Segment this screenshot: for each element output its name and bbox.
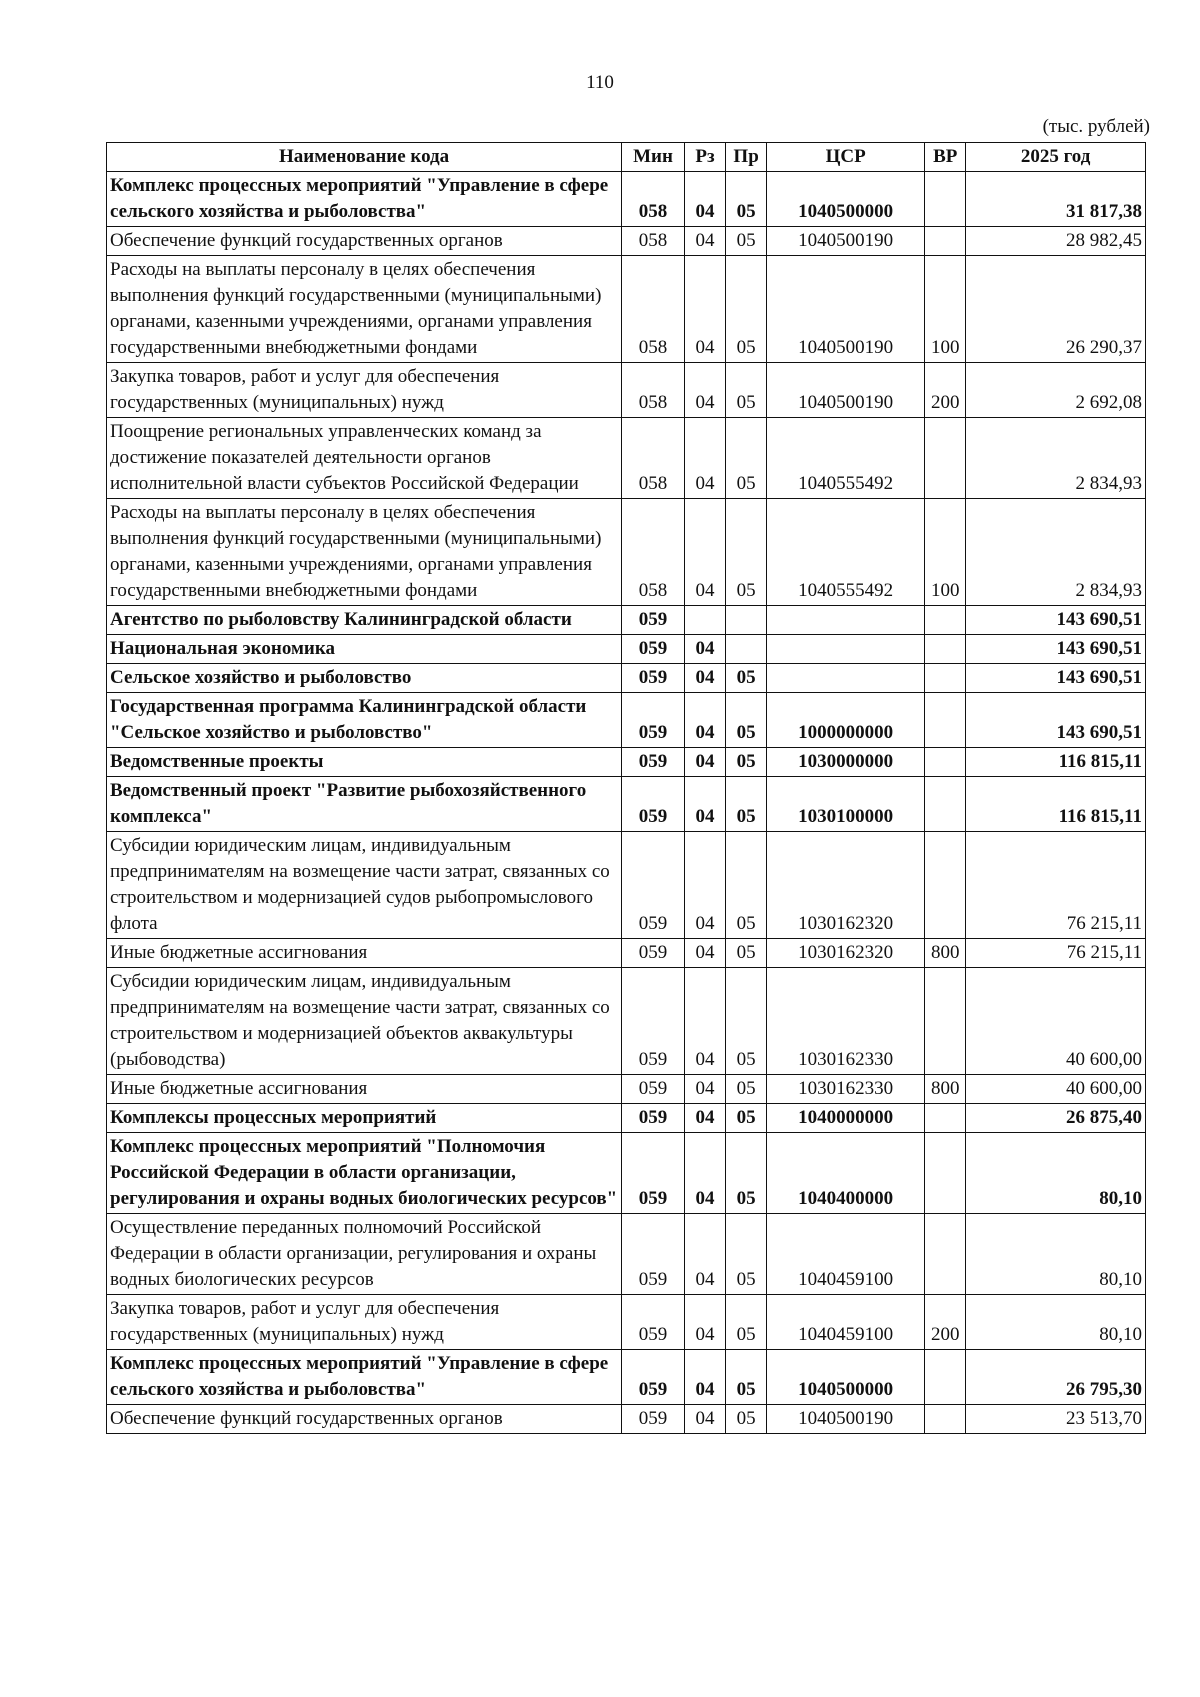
cell-rz: 04: [684, 1295, 725, 1350]
cell-csr: [767, 606, 925, 635]
cell-pr: 05: [726, 1075, 767, 1104]
cell-pr: 05: [726, 256, 767, 363]
cell-amount: 31 817,38: [966, 172, 1146, 227]
page-number: 110: [586, 72, 614, 93]
cell-amount: 23 513,70: [966, 1405, 1146, 1434]
cell-amount: 26 875,40: [966, 1104, 1146, 1133]
cell-amount: 80,10: [966, 1133, 1146, 1214]
cell-pr: 05: [726, 172, 767, 227]
cell-name: Национальная экономика: [107, 635, 622, 664]
table-row: [107, 1405, 1146, 1434]
cell-name: Комплекс процессных мероприятий "Управление в сфере сельского хозяйства и рыболовства": [107, 172, 622, 227]
cell-vr: 100: [925, 256, 966, 363]
cell-name: Комплекс процессных мероприятий "Полномочия Российской Федерации в области организации, регулирования и охраны водных биологических ресурсов": [107, 1133, 622, 1214]
cell-vr: [925, 1133, 966, 1214]
cell-min: 059: [622, 693, 685, 748]
cell-vr: [925, 635, 966, 664]
cell-pr: 05: [726, 1214, 767, 1295]
cell-csr: 1040459100: [767, 1214, 925, 1295]
cell-amount: 26 290,37: [966, 256, 1146, 363]
cell-amount: 143 690,51: [966, 693, 1146, 748]
cell-name: Ведомственный проект "Развитие рыбохозяйственного комплекса": [107, 777, 622, 832]
cell-rz: 04: [684, 1214, 725, 1295]
cell-amount: 28 982,45: [966, 227, 1146, 256]
cell-pr: 05: [726, 1104, 767, 1133]
cell-csr: 1030100000: [767, 777, 925, 832]
cell-csr: 1040000000: [767, 1104, 925, 1133]
cell-vr: [925, 172, 966, 227]
cell-pr: [726, 635, 767, 664]
cell-amount: 26 795,30: [966, 1350, 1146, 1405]
cell-min: 059: [622, 1214, 685, 1295]
cell-vr: 100: [925, 499, 966, 606]
cell-name: Осуществление переданных полномочий Российской Федерации в области организации, регулирования и охраны водных биологических ресурсов: [107, 1214, 622, 1295]
table-row: [107, 363, 1146, 418]
cell-amount: 76 215,11: [966, 832, 1146, 939]
cell-csr: [767, 664, 925, 693]
cell-min: 059: [622, 939, 685, 968]
cell-csr: 1030162330: [767, 968, 925, 1075]
table-row: [107, 1214, 1146, 1295]
cell-vr: [925, 1104, 966, 1133]
cell-pr: 05: [726, 1405, 767, 1434]
cell-vr: 800: [925, 1075, 966, 1104]
cell-rz: 04: [684, 363, 725, 418]
cell-rz: 04: [684, 664, 725, 693]
table-row: [107, 748, 1146, 777]
cell-rz: 04: [684, 1350, 725, 1405]
cell-min: 059: [622, 1075, 685, 1104]
cell-amount: 116 815,11: [966, 777, 1146, 832]
cell-vr: [925, 777, 966, 832]
cell-min: 058: [622, 363, 685, 418]
cell-csr: 1040459100: [767, 1295, 925, 1350]
cell-csr: 1040400000: [767, 1133, 925, 1214]
table-body: [107, 172, 1146, 1434]
header-csr: ЦСР: [767, 143, 925, 172]
cell-csr: 1040500000: [767, 172, 925, 227]
header-rz: Рз: [684, 143, 725, 172]
cell-vr: [925, 1214, 966, 1295]
cell-vr: 800: [925, 939, 966, 968]
cell-rz: 04: [684, 693, 725, 748]
cell-amount: 40 600,00: [966, 968, 1146, 1075]
cell-name: Агентство по рыболовству Калининградской области: [107, 606, 622, 635]
cell-vr: [925, 418, 966, 499]
cell-name: Иные бюджетные ассигнования: [107, 939, 622, 968]
cell-min: 059: [622, 606, 685, 635]
cell-min: 058: [622, 256, 685, 363]
cell-csr: [767, 635, 925, 664]
cell-pr: 05: [726, 1350, 767, 1405]
cell-name: Закупка товаров, работ и услуг для обеспечения государственных (муниципальных) нужд: [107, 363, 622, 418]
cell-pr: 05: [726, 227, 767, 256]
cell-vr: [925, 664, 966, 693]
cell-pr: 05: [726, 418, 767, 499]
table-row: [107, 1350, 1146, 1405]
table-row: [107, 693, 1146, 748]
cell-min: 059: [622, 1405, 685, 1434]
cell-name: Закупка товаров, работ и услуг для обеспечения государственных (муниципальных) нужд: [107, 1295, 622, 1350]
table-row: [107, 939, 1146, 968]
cell-min: 059: [622, 777, 685, 832]
cell-vr: [925, 1350, 966, 1405]
cell-pr: 05: [726, 363, 767, 418]
table-row: [107, 499, 1146, 606]
cell-vr: [925, 227, 966, 256]
cell-amount: 76 215,11: [966, 939, 1146, 968]
cell-amount: 80,10: [966, 1214, 1146, 1295]
cell-min: 059: [622, 1350, 685, 1405]
cell-pr: 05: [726, 1295, 767, 1350]
table-row: [107, 1104, 1146, 1133]
table-row: [107, 1295, 1146, 1350]
cell-name: Обеспечение функций государственных органов: [107, 1405, 622, 1434]
cell-amount: 143 690,51: [966, 664, 1146, 693]
cell-csr: 1040500190: [767, 1405, 925, 1434]
cell-min: 058: [622, 499, 685, 606]
cell-amount: 2 834,93: [966, 499, 1146, 606]
cell-name: Субсидии юридическим лицам, индивидуальным предпринимателям на возмещение части затрат, связанных со строительством и модернизацией объектов аквакультуры (рыбоводства): [107, 968, 622, 1075]
cell-csr: 1040555492: [767, 499, 925, 606]
header-amount: 2025 год: [966, 143, 1146, 172]
cell-rz: 04: [684, 748, 725, 777]
table-row: [107, 1133, 1146, 1214]
cell-vr: [925, 832, 966, 939]
cell-min: 058: [622, 227, 685, 256]
cell-pr: 05: [726, 748, 767, 777]
cell-csr: 1030162320: [767, 832, 925, 939]
cell-rz: [684, 606, 725, 635]
cell-amount: 116 815,11: [966, 748, 1146, 777]
cell-vr: 200: [925, 363, 966, 418]
cell-rz: 04: [684, 1075, 725, 1104]
cell-pr: 05: [726, 777, 767, 832]
cell-name: Иные бюджетные ассигнования: [107, 1075, 622, 1104]
cell-amount: 40 600,00: [966, 1075, 1146, 1104]
cell-amount: 2 834,93: [966, 418, 1146, 499]
cell-name: Расходы на выплаты персоналу в целях обеспечения выполнения функций государственными (муниципальными) органами, казенными учреждениями, органами управления государственными внебюджетными фондами: [107, 499, 622, 606]
cell-rz: 04: [684, 1405, 725, 1434]
table-row: [107, 777, 1146, 832]
cell-rz: 04: [684, 939, 725, 968]
budget-table: [106, 142, 1146, 1434]
cell-name: Расходы на выплаты персоналу в целях обеспечения выполнения функций государственными (муниципальными) органами, казенными учреждениями, органами управления государственными внебюджетными фондами: [107, 256, 622, 363]
cell-rz: 04: [684, 499, 725, 606]
cell-pr: 05: [726, 1133, 767, 1214]
cell-vr: 200: [925, 1295, 966, 1350]
cell-csr: 1030000000: [767, 748, 925, 777]
cell-rz: 04: [684, 172, 725, 227]
cell-pr: 05: [726, 499, 767, 606]
cell-rz: 04: [684, 1104, 725, 1133]
cell-rz: 04: [684, 968, 725, 1075]
cell-csr: 1040500190: [767, 363, 925, 418]
table-row: [107, 832, 1146, 939]
cell-vr: [925, 693, 966, 748]
cell-name: Субсидии юридическим лицам, индивидуальным предпринимателям на возмещение части затрат, связанных со строительством и модернизацией судов рыбопромыслового флота: [107, 832, 622, 939]
table-header-row: [107, 143, 1146, 172]
cell-rz: 04: [684, 832, 725, 939]
cell-pr: 05: [726, 664, 767, 693]
cell-csr: 1000000000: [767, 693, 925, 748]
cell-rz: 04: [684, 777, 725, 832]
table-row: [107, 635, 1146, 664]
table-row: [107, 606, 1146, 635]
cell-rz: 04: [684, 635, 725, 664]
header-name: Наименование кода: [107, 143, 622, 172]
cell-csr: 1040500000: [767, 1350, 925, 1405]
cell-rz: 04: [684, 256, 725, 363]
units-label: (тыс. рублей): [1042, 116, 1150, 137]
header-min: Мин: [622, 143, 685, 172]
header-pr: Пр: [726, 143, 767, 172]
cell-min: 058: [622, 418, 685, 499]
table-row: [107, 256, 1146, 363]
cell-amount: 80,10: [966, 1295, 1146, 1350]
cell-csr: 1040500190: [767, 256, 925, 363]
cell-min: 058: [622, 172, 685, 227]
cell-csr: 1040555492: [767, 418, 925, 499]
cell-vr: [925, 748, 966, 777]
cell-csr: 1030162320: [767, 939, 925, 968]
cell-csr: 1030162330: [767, 1075, 925, 1104]
cell-name: Обеспечение функций государственных органов: [107, 227, 622, 256]
cell-vr: [925, 1405, 966, 1434]
cell-csr: 1040500190: [767, 227, 925, 256]
cell-min: 059: [622, 748, 685, 777]
cell-pr: 05: [726, 939, 767, 968]
header-vr: ВР: [925, 143, 966, 172]
cell-rz: 04: [684, 1133, 725, 1214]
cell-name: Комплекс процессных мероприятий "Управление в сфере сельского хозяйства и рыболовства": [107, 1350, 622, 1405]
cell-pr: 05: [726, 832, 767, 939]
cell-pr: 05: [726, 968, 767, 1075]
cell-min: 059: [622, 664, 685, 693]
cell-min: 059: [622, 1133, 685, 1214]
cell-name: Государственная программа Калининградской области "Сельское хозяйство и рыболовство": [107, 693, 622, 748]
cell-name: Поощрение региональных управленческих команд за достижение показателей деятельности органов исполнительной власти субъектов Российской Федерации: [107, 418, 622, 499]
cell-vr: [925, 606, 966, 635]
cell-min: 059: [622, 635, 685, 664]
table-row: [107, 418, 1146, 499]
cell-amount: 143 690,51: [966, 606, 1146, 635]
cell-min: 059: [622, 1295, 685, 1350]
cell-name: Ведомственные проекты: [107, 748, 622, 777]
cell-name: Сельское хозяйство и рыболовство: [107, 664, 622, 693]
table-row: [107, 172, 1146, 227]
cell-min: 059: [622, 968, 685, 1075]
cell-rz: 04: [684, 418, 725, 499]
cell-pr: [726, 606, 767, 635]
table-row: [107, 968, 1146, 1075]
table-row: [107, 664, 1146, 693]
cell-pr: 05: [726, 693, 767, 748]
table-row: [107, 227, 1146, 256]
cell-vr: [925, 968, 966, 1075]
cell-amount: 2 692,08: [966, 363, 1146, 418]
cell-min: 059: [622, 832, 685, 939]
cell-name: Комплексы процессных мероприятий: [107, 1104, 622, 1133]
cell-amount: 143 690,51: [966, 635, 1146, 664]
cell-min: 059: [622, 1104, 685, 1133]
cell-rz: 04: [684, 227, 725, 256]
table-row: [107, 1075, 1146, 1104]
